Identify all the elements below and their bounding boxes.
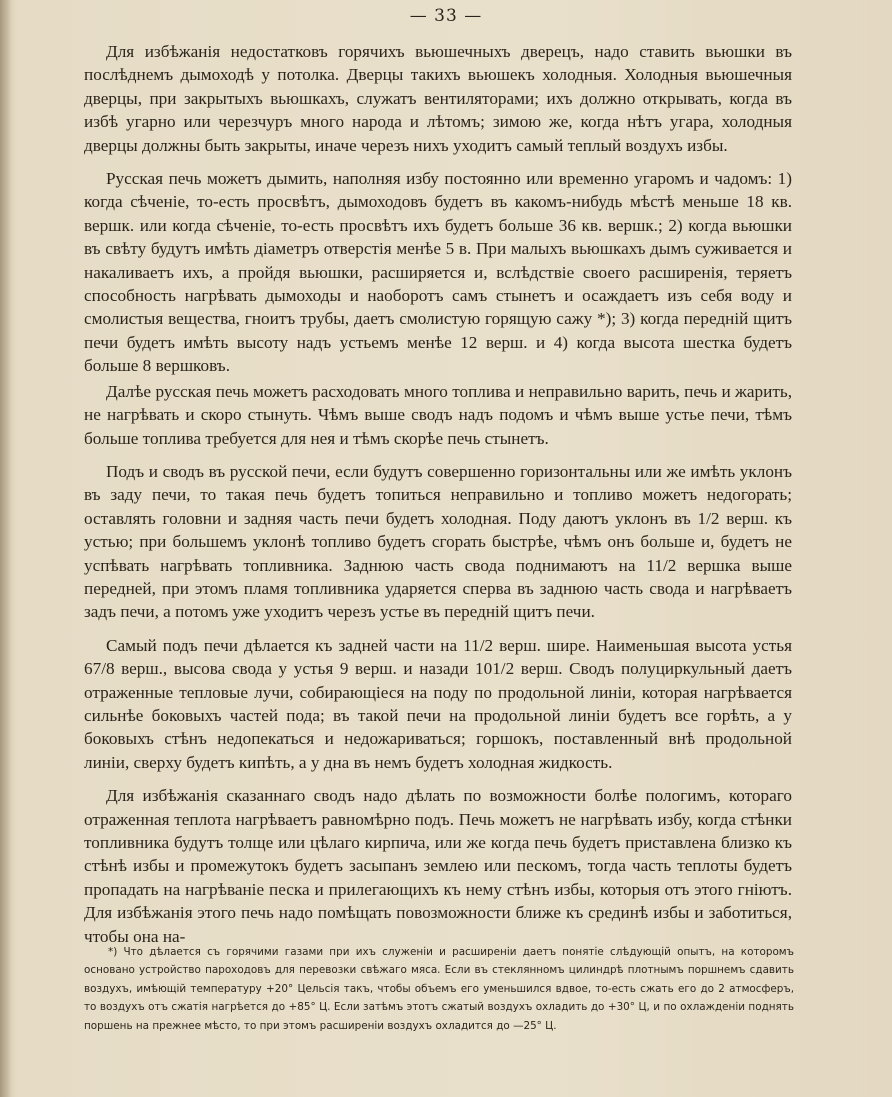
paragraph-1: Для избѣжанія недостатковъ горячихъ вьюшечныхъ дверецъ, надо ставить вьюшки въ послѣднемъ дымоходѣ у потолка. Дверцы такихъ вьюшекъ холодныя. Холодныя вьюшечныя дверцы, при закрытыхъ вьюшкахъ, служатъ вентиляторами; ихъ должно открывать, когда въ избѣ угарно или черезчуръ много народа и лѣтомъ; зимою же, когда нѣтъ угара, холодныя дверцы должны быть закрыты, иначе черезъ нихъ уходитъ самый теплый воздухъ избы.: [84, 42, 792, 155]
main-text: [84, 40, 792, 958]
footnote: [84, 943, 794, 1035]
page-number: — 33 —: [409, 6, 483, 26]
paragraph-2: Русская печь можетъ дымить, наполняя избу постоянно или временно угаромъ и чадомъ: 1) когда сѣченіе, то-есть просвѣтъ, дымоходовъ будетъ въ какомъ-нибудь мѣстѣ меньше 18 кв. вершк. или когда сѣченіе, то-есть просвѣтъ ихъ будетъ больше 36 кв. вершк.; 2) когда вьюшки въ свѣту будутъ имѣть діаметръ отверстія менѣе 5 в. При малыхъ вьюшкахъ дымъ суживается и накаливаетъ ихъ, а пройдя вьюшки, расширяется и, вслѣдствіе своего расширенія, теряетъ способность нагрѣвать дымоходы и наоборотъ самъ стынетъ и осаждаетъ изъ себя воду и смолистыя вещества, гноитъ трубы, даетъ смолистую горящую сажу *); 3) когда передній щитъ печи будетъ имѣть высоту надъ устьемъ менѣе 12 верш. и 4) когда высота шестка будетъ больше 8 вершковъ.: [84, 169, 792, 376]
footnote-text: *) Что дѣлается съ горячими газами при ихъ служеніи и расширеніи даетъ понятіе слѣдующій опытъ, на которомъ основано устройство пароходовъ для перевозки свѣжаго мяса. Если въ стеклянномъ цилиндрѣ плотнымъ поршнемъ сдавить воздухъ, имѣющій температуру +20° Цельсія такъ, чтобы объемъ его уменьшился вдвое, то-есть сжать его до 2 атмосферъ, то воздухъ отъ сжатія нагрѣется до +85° Ц. Если затѣмъ этотъ сжатый воздухъ охладить до +30° Ц, и по охлажденіи поднять поршень на прежнее мѣсто, то при этомъ расширеніи воздухъ охладится до —25° Ц.: [84, 946, 794, 1032]
paragraph-6: Для избѣжанія сказаннаго сводъ надо дѣлать по возможности болѣе пологимъ, котораго отраженная теплота нагрѣваетъ равномѣрно подъ. Печь можетъ не нагрѣвать избу, когда стѣнки топливника будутъ толще или цѣлаго кирпича, или же когда печь будетъ приставлена близко къ стѣнѣ избы и промежутокъ будетъ засыпанъ землею или пескомъ, тогда часть теплоты будетъ пропадать на нагрѣваніе песка и прилегающихъ къ нему стѣнъ избы, которыя отъ этого гніютъ. Для избѣжанія этого печь надо помѣщать повозможности ближе къ срединѣ избы и заботиться, чтобы она на-: [84, 786, 792, 946]
paragraph-5: Самый подъ печи дѣлается къ задней части на 11/2 верш. шире. Наименьшая высота устья 67/8 верш., высова свода у устья 9 верш. и назади 101/2 верш. Сводъ полуциркульный даетъ отраженные тепловые лучи, собирающіеся на поду по продольной линіи, которая нагрѣвается сильнѣе боковыхъ частей пода; въ такой печи на продольной линіи будетъ все горѣть, а у боковыхъ стѣнъ недопекаться и недожариваться; горшокъ, поставленный внѣ продольной линіи, сверху будетъ кипѣть, а у дна въ немъ будетъ холодная жидкость.: [84, 635, 792, 772]
paragraph-3: Далѣе русская печь можетъ расходовать много топлива и неправильно варить, печь и жарить, не нагрѣвать и скоро стынуть. Чѣмъ выше сводъ надъ подомъ и чѣмъ выше устье печи, тѣмъ больше топлива требуется для нея и тѣмъ скорѣе печь стынетъ.: [84, 381, 792, 448]
page-edge-shadow: [0, 0, 12, 1097]
paragraph-4: Подъ и сводъ въ русской печи, если будутъ совершенно горизонтальны или же имѣть уклонъ въ заду печи, то такая печь будетъ топиться неправильно и топливо можетъ недогорать; оставлять головни и задняя часть печи будетъ холодная. Поду даютъ уклонъ въ 1/2 верш. къ устью; при большемъ уклонѣ топливо будетъ сгорать быстрѣе, чѣмъ онъ больше и, будетъ не успѣвать нагрѣвать топливника. Заднюю часть свода поднимаютъ на 11/2 вершка выше передней, при этомъ пламя топливника ударяется сперва въ заднюю часть свода и нагрѣваетъ задъ печи, а потомъ уже уходитъ черезъ устье въ передній щитъ печи.: [84, 461, 792, 622]
